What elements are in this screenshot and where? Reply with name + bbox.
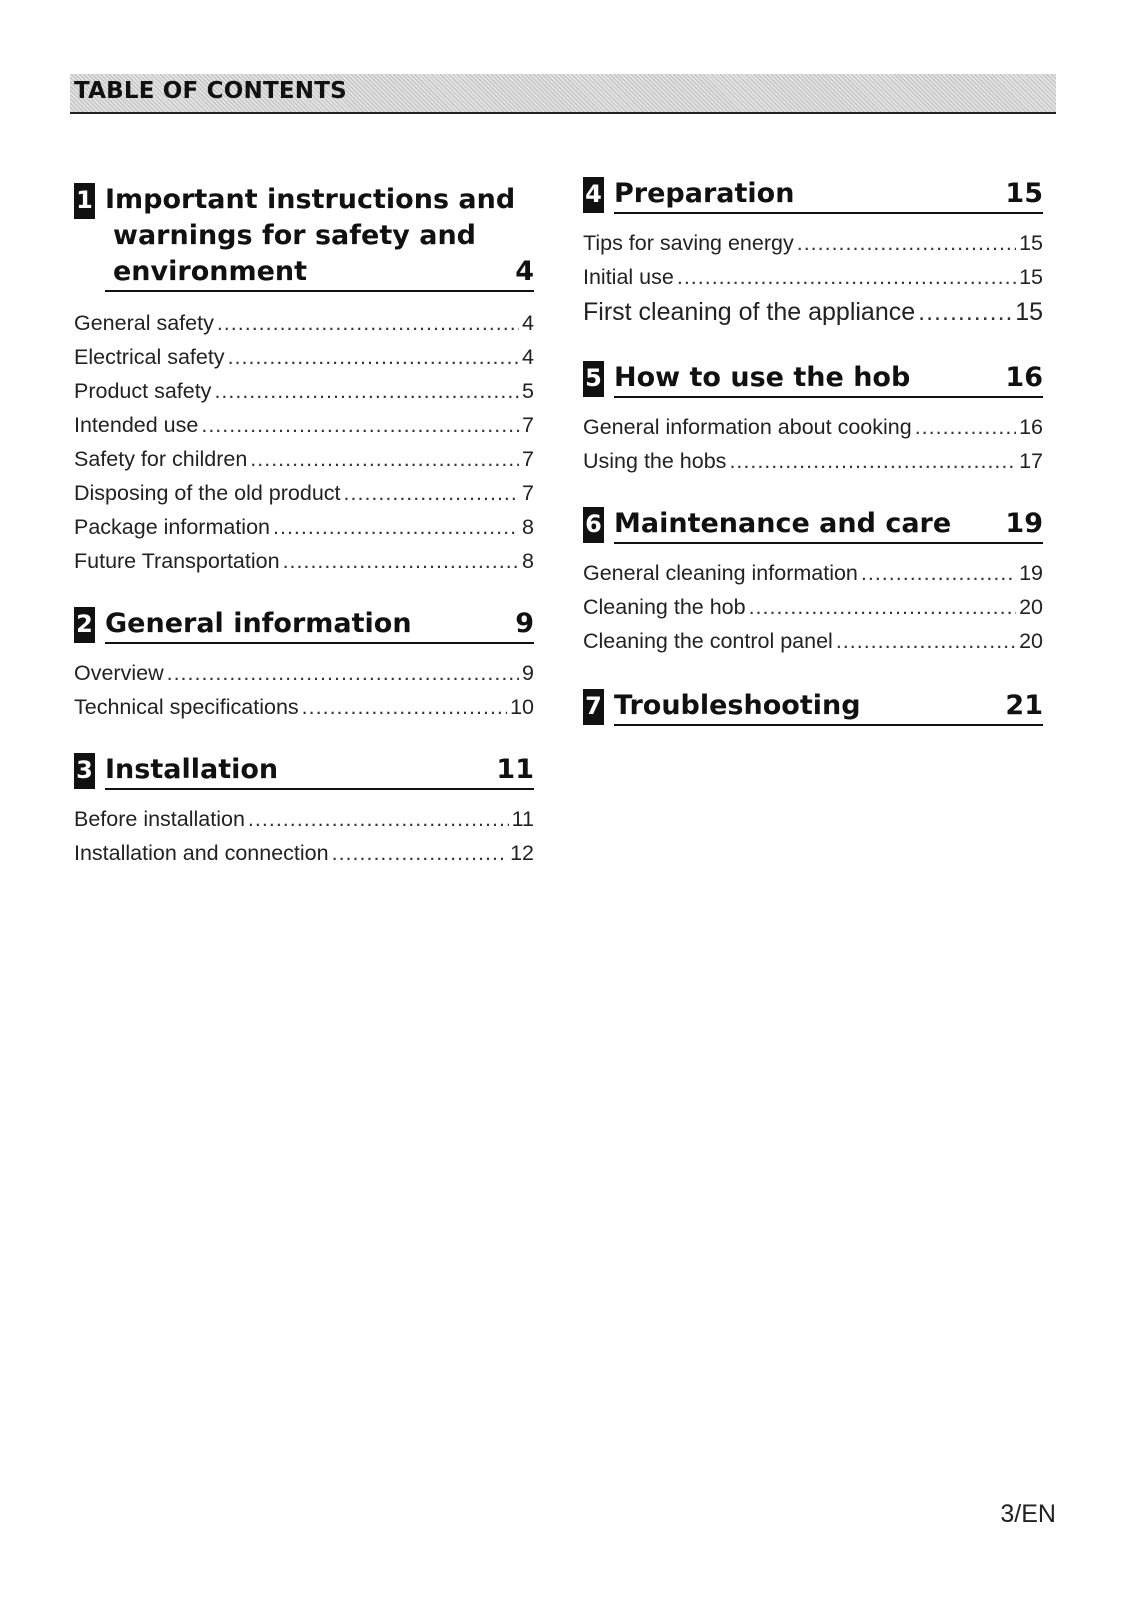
section-heading[interactable] — [583, 506, 1043, 544]
toc-header-bar — [70, 74, 1056, 114]
toc-entry[interactable]: Safety for children ..... 7 — [74, 442, 534, 476]
toc-entry[interactable]: Tips for saving energy ..... 15 — [583, 226, 1043, 260]
toc-entry[interactable]: Overview ..... 9 — [74, 656, 534, 690]
page-title: TABLE OF CONTENTS — [74, 78, 347, 104]
section-page-number: 15 — [1005, 178, 1043, 209]
section-heading[interactable] — [74, 606, 534, 644]
toc-entry[interactable]: Cleaning the control panel ..... 20 — [583, 624, 1043, 658]
section-heading[interactable] — [583, 688, 1043, 726]
section-number-badge: 4 — [583, 177, 604, 213]
section-number-badge: 2 — [74, 607, 95, 643]
toc-entry[interactable]: Installation and connection ..... 12 — [74, 836, 534, 870]
toc-entry[interactable]: Disposing of the old product ..... 7 — [74, 476, 534, 510]
section-number-badge: 3 — [74, 753, 95, 789]
section-title-line: Important instructions and — [105, 184, 516, 215]
section-page-number: 9 — [515, 608, 534, 639]
section-title-line: Maintenance and care — [614, 508, 952, 539]
toc-section-3[interactable] — [74, 752, 534, 870]
toc-entry[interactable]: Cleaning the hob ..... 20 — [583, 590, 1043, 624]
section-heading[interactable] — [74, 182, 534, 292]
toc-entry[interactable]: Electrical safety ..... 4 — [74, 340, 534, 374]
toc-section-7[interactable] — [583, 688, 1043, 726]
section-title-line: Troubleshooting — [614, 690, 861, 721]
section-title-line: How to use the hob — [614, 362, 911, 393]
section-number-badge: 7 — [583, 689, 604, 725]
section-page-number: 21 — [1005, 690, 1043, 721]
toc-section-4[interactable] — [583, 176, 1043, 330]
toc-section-2[interactable] — [74, 606, 534, 724]
page-footer-number: 3/EN — [1000, 1500, 1056, 1528]
toc-entry[interactable]: First cleaning of the appliance ..... 15 — [583, 294, 1043, 330]
section-number-badge: 1 — [74, 183, 95, 219]
toc-section-6[interactable] — [583, 506, 1043, 658]
section-number-badge: 5 — [583, 361, 604, 397]
toc-column-right — [583, 176, 1043, 726]
toc-entry[interactable]: Package information ..... 8 — [74, 510, 534, 544]
section-number-badge: 6 — [583, 507, 604, 543]
section-title-line: environment — [113, 256, 308, 287]
section-title-line: Installation — [105, 754, 279, 785]
section-title-line: Preparation — [614, 178, 795, 209]
section-title-line: General information — [105, 608, 412, 639]
toc-entry[interactable]: Initial use ..... 15 — [583, 260, 1043, 294]
toc-column-left — [74, 182, 534, 870]
toc-section-5[interactable] — [583, 360, 1043, 478]
section-page-number: 16 — [1005, 362, 1043, 393]
toc-entry[interactable]: Intended use ..... 7 — [74, 408, 534, 442]
section-page-number: 11 — [496, 754, 534, 785]
toc-entry[interactable]: Using the hobs ..... 17 — [583, 444, 1043, 478]
toc-entry[interactable]: Technical specifications ..... 10 — [74, 690, 534, 724]
toc-entry[interactable]: Product safety ..... 5 — [74, 374, 534, 408]
toc-entry[interactable]: General information about cooking ..... 16 — [583, 410, 1043, 444]
toc-entry[interactable]: General cleaning information ..... 19 — [583, 556, 1043, 590]
toc-entry[interactable]: Future Transportation ..... 8 — [74, 544, 534, 578]
section-heading[interactable] — [74, 752, 534, 790]
section-page-number: 19 — [1005, 508, 1043, 539]
toc-entry[interactable]: Before installation ..... 11 — [74, 802, 534, 836]
toc-section-1[interactable] — [74, 182, 534, 578]
section-heading[interactable] — [583, 176, 1043, 214]
toc-entry[interactable]: General safety ..... 4 — [74, 306, 534, 340]
section-page-number: 4 — [515, 256, 534, 287]
section-heading[interactable] — [583, 360, 1043, 398]
section-title-line: warnings for safety and — [113, 220, 477, 251]
